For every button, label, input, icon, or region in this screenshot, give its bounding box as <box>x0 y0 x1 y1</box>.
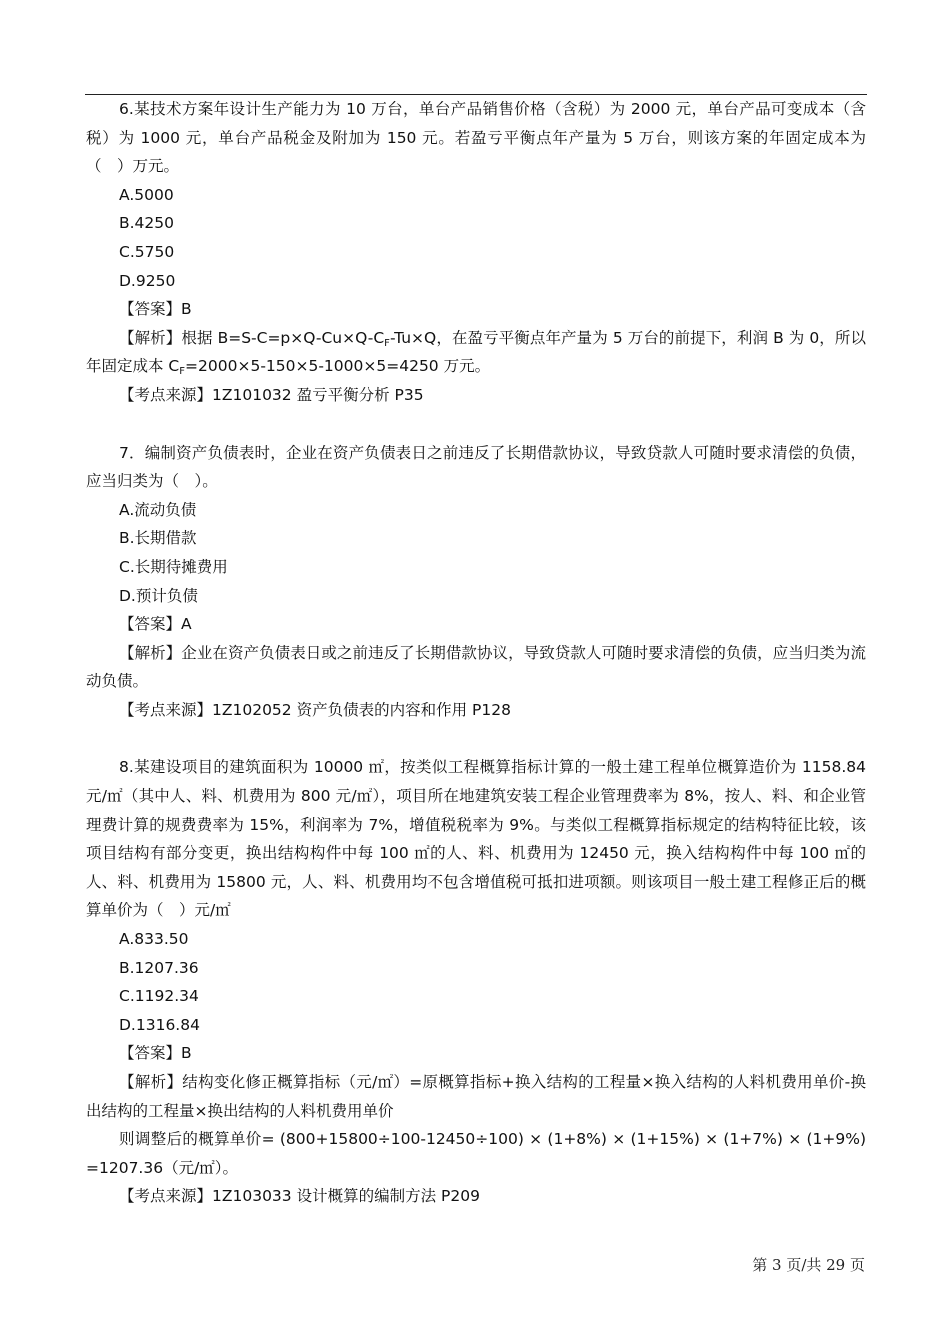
subscript: F <box>384 337 390 349</box>
option-b: B.4250 <box>119 214 175 233</box>
analysis-paragraph: 【解析】结构变化修正概算指标（元/㎡）=原概算指标+换入结构的工程量×换入结构的人料机费用单价-换出结构的工程量×换出结构的人料机费用单价 <box>86 1073 866 1120</box>
question-6 <box>86 95 866 410</box>
calculation-paragraph: 则调整后的概算单价= (800+15800÷100-12450÷100) × (1+8%) × (1+15%) × (1+7%) × (1+9%) =1207.36（元/㎡）。 <box>86 1130 866 1177</box>
spacer <box>86 724 866 753</box>
question-stem: 7．编制资产负债表时，企业在资产负债表日之前违反了长期借款协议，导致贷款人可随时要求清偿的负债，应当归类为（ ）。 <box>86 443 866 491</box>
subscript: F <box>179 366 186 378</box>
analysis-text: 【解析】根据 B=S-C=p×Q-Cu×Q-C <box>119 328 385 347</box>
option-a: A.5000 <box>119 185 174 204</box>
analysis-paragraph <box>86 324 866 381</box>
page-number: 第 3 页/共 29 页 <box>752 1256 865 1274</box>
question-stem: 6.某技术方案年设计生产能力为 10 万台，单台产品销售价格（含税）为 2000 元，单台产品可变成本（含税）为 1000 元，单台产品税金及附加为 150 元。若盈亏平衡点年产量为 5 万台，则该方案的年固定成本为（ ）万元。 <box>86 100 866 176</box>
option-a: A.流动负债 <box>119 500 197 519</box>
spacer <box>86 410 866 439</box>
question-stem: 8.某建设项目的建筑面积为 10000 ㎡，按类似工程概算指标计算的一般土建工程单位概算造价为 1158.84 元/㎡（其中人、料、机费用为 800 元/㎡），项目所在地建筑安装工程企业管理费率为 8%，按人、料、和企业管理费计算的规费费率为 15%，利润率为 7%，增值税税率为 9%。与类似工程概算指标规定的结构特征比较，该项目结构有部分变更，换出结构构件中每 100 ㎡的人、料、机费用为 12450 元，换入结构构件中每 100 ㎡的人、料、机费用为 15800 元，人、料、机费用均不包含增值税可抵扣进项额。则该项目一般土建工程修正后的概算单价为（ ）元/㎡ <box>86 758 866 920</box>
source-line: 【考点来源】1Z102052 资产负债表的内容和作用 P128 <box>119 700 511 719</box>
source-line: 【考点来源】1Z103033 设计概算的编制方法 P209 <box>119 1187 480 1206</box>
answer-line: 【答案】A <box>119 615 192 634</box>
option-a: A.833.50 <box>119 930 189 949</box>
answer-line: 【答案】B <box>119 1044 192 1063</box>
option-d: D.9250 <box>119 271 176 290</box>
page-content <box>86 95 866 1211</box>
option-c: C.长期待摊费用 <box>119 557 228 576</box>
analysis-text: =2000×5-150×5-1000×5=4250 万元。 <box>185 357 491 376</box>
option-c: C.1192.34 <box>119 987 199 1006</box>
source-line: 【考点来源】1Z101032 盈亏平衡分析 P35 <box>119 385 424 404</box>
option-d: D.预计负债 <box>119 586 198 605</box>
question-7 <box>86 439 866 725</box>
option-c: C.5750 <box>119 242 175 261</box>
analysis-paragraph: 【解析】企业在资产负债表日或之前违反了长期借款协议，导致贷款人可随时要求清偿的负债，应当归类为流动负债。 <box>86 643 866 691</box>
question-8 <box>86 753 866 1211</box>
option-d: D.1316.84 <box>119 1015 200 1034</box>
option-b: B.1207.36 <box>119 958 199 977</box>
analysis-text: -Tu×Q，在盈亏平衡点年产量为 5 万台的前提下，利润 B 为 0，所以年固定成本 C <box>86 328 866 376</box>
answer-line: 【答案】B <box>119 300 192 319</box>
option-b: B.长期借款 <box>119 529 197 548</box>
